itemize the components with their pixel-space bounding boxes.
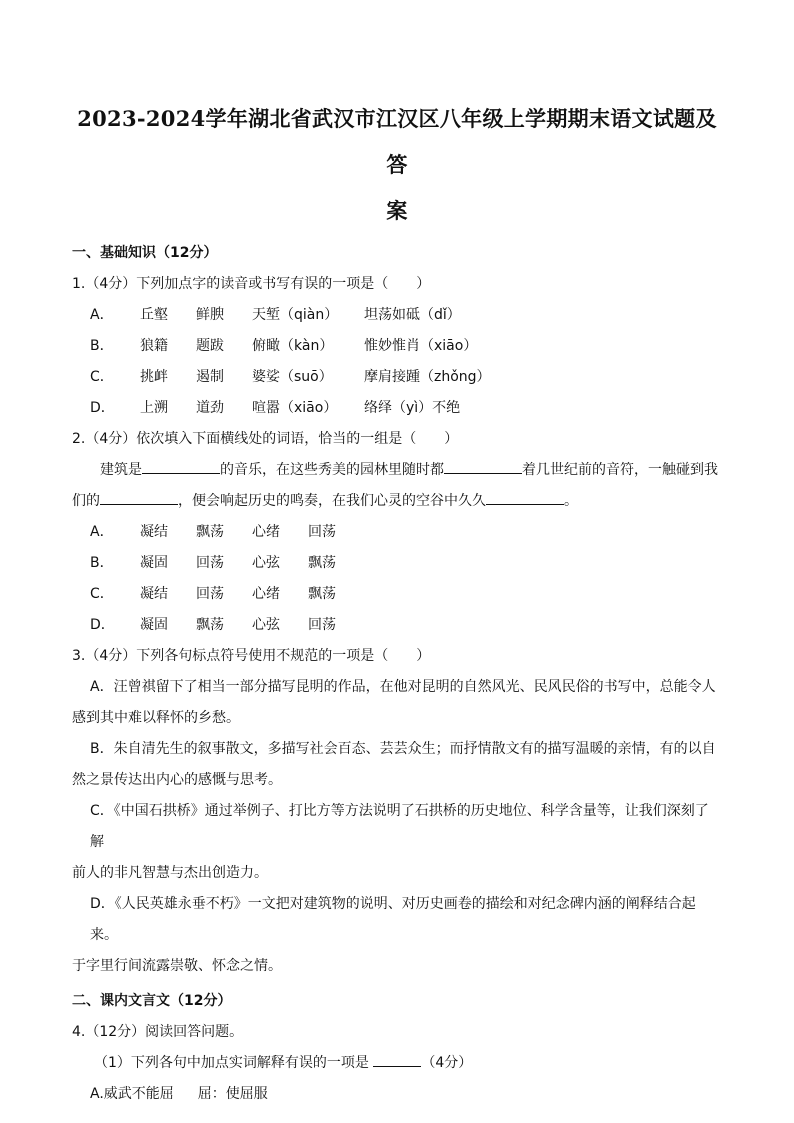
section-heading-classical-chinese: 二、课内文言文（12分） xyxy=(72,993,232,1009)
q3-option-b: B．朱自清先生的叙事散文，多描写社会百态、芸芸众生；而抒情散文有的描写温暖的亲情，有的以自 然之景传达出内心的感慨与思考。 xyxy=(72,741,716,788)
question-3-stem: 3.（4分）下列各句标点符号使用不规范的一项是（ ） xyxy=(72,648,431,664)
fill-blank-3 xyxy=(100,490,178,505)
fill-blank-1 xyxy=(142,459,220,474)
answer-blank xyxy=(373,1052,421,1067)
question-4-stem: 4.（12分）阅读回答问题。 xyxy=(72,1024,244,1040)
question-1-stem: 1.（4分）下列加点字的读音或书写有误的一项是（ ） xyxy=(72,276,431,292)
q4-sub1-option-a: A.威武不能屈 屈：使屈服 xyxy=(90,1086,268,1102)
q2-option-d: D． 凝固 飘荡 心弦 回荡 xyxy=(90,617,336,633)
title-line-1: 2023-2024学年湖北省武汉市江汉区八年级上学期期末语文试题及答 xyxy=(77,106,717,177)
section-heading-basics: 一、基础知识（12分） xyxy=(72,245,218,261)
q2-option-c: C． 凝结 回荡 心绪 飘荡 xyxy=(90,586,336,602)
fill-blank-4 xyxy=(486,490,564,505)
q3-option-d: D．《人民英雄永垂不朽》一文把对建筑物的说明、对历史画卷的描绘和对纪念碑内涵的阐释结合起来。 于字里行间流露崇敬、怀念之情。 xyxy=(72,896,696,974)
title-line-2: 案 xyxy=(386,198,408,223)
q3-option-c: C．《中国石拱桥》通过举例子、打比方等方法说明了石拱桥的历史地位、科学含量等，让我们深刻了解 前人的非凡智慧与杰出创造力。 xyxy=(72,803,709,881)
q1-option-c: C． 挑衅 遏制 婆娑（suō） 摩肩接踵（zhǒng） xyxy=(90,369,491,385)
q4-sub1-stem: （1）下列各句中加点实词解释有误的一项是 （4分） xyxy=(72,1048,722,1079)
q2-option-a: A． 凝结 飘荡 心绪 回荡 xyxy=(90,524,336,540)
q2-passage: 建筑是 的音乐，在这些秀美的园林里随时都 着几世纪前的音符，一触碰到我们的 ，便会响起历史的鸣奏，在我们心灵的空谷中久久 。 xyxy=(72,455,722,517)
document-title xyxy=(72,96,722,234)
q1-option-a: A． 丘壑 鲜腴 天堑（qiàn） 坦荡如砥（dǐ） xyxy=(90,307,461,323)
q1-option-b: B． 狼籍 题跋 俯瞰（kàn） 惟妙惟肖（xiāo） xyxy=(90,338,478,354)
q1-option-d: D． 上溯 道劲 喧嚣（xiāo） 络绎（yì）不绝 xyxy=(90,400,461,416)
q3-option-a: A．汪曾祺留下了相当一部分描写昆明的作品，在他对昆明的自然风光、民风民俗的书写中，总能令人 感到其中难以释怀的乡愁。 xyxy=(72,679,716,726)
q2-option-b: B． 凝固 回荡 心弦 飘荡 xyxy=(90,555,336,571)
question-2-stem: 2.（4分）依次填入下面横线处的词语，恰当的一组是（ ） xyxy=(72,431,459,447)
fill-blank-2 xyxy=(444,459,522,474)
